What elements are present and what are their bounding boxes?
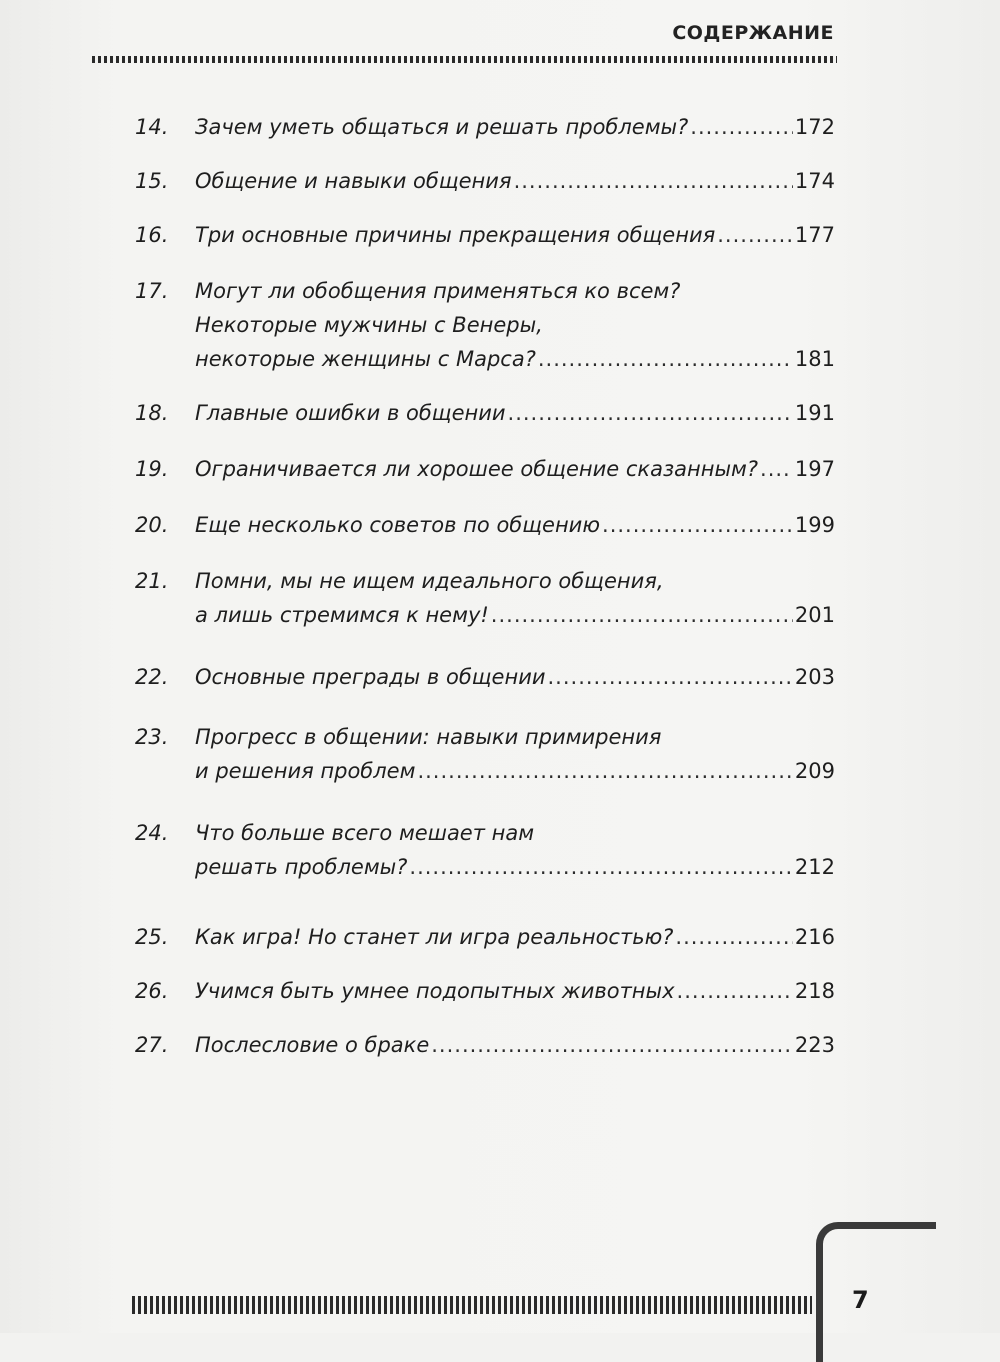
toc-entry-number: 18. bbox=[135, 401, 169, 425]
toc-entry-number: 14. bbox=[135, 115, 169, 139]
toc-entry[interactable] bbox=[135, 508, 835, 542]
dot-leader bbox=[508, 396, 793, 430]
toc-entry-title: Послесловие о браке bbox=[195, 1033, 430, 1057]
header-dotted-rule bbox=[92, 56, 837, 63]
toc-entry-page: 199 bbox=[794, 513, 835, 537]
toc-entry-page: 201 bbox=[794, 603, 835, 627]
toc-entry-page: 209 bbox=[794, 759, 835, 783]
toc-entry[interactable] bbox=[135, 660, 835, 694]
toc-entry-title: Некоторые мужчины с Венеры, bbox=[195, 313, 543, 337]
toc-entry-number: 20. bbox=[135, 513, 169, 537]
toc-entry-number: 15. bbox=[135, 169, 169, 193]
toc-entry-title: некоторые женщины с Марса? bbox=[195, 347, 536, 371]
section-title: СОДЕРЖАНИЕ bbox=[672, 22, 834, 44]
toc-entry[interactable] bbox=[135, 720, 835, 788]
dot-leader bbox=[417, 754, 792, 788]
toc-entry-title: Что больше всего мешает нам bbox=[195, 821, 535, 845]
toc-entry[interactable] bbox=[135, 274, 835, 376]
toc-entry-number: 22. bbox=[135, 665, 169, 689]
toc-entry-number: 16. bbox=[135, 223, 169, 247]
toc-entry-title: Помни, мы не ищем идеального общения, bbox=[195, 569, 664, 593]
toc-entry-page: 197 bbox=[794, 457, 835, 481]
toc-entry-title: Ограничивается ли хорошее общение сказанным? bbox=[195, 457, 759, 481]
toc-entry-title: и решения проблем bbox=[195, 759, 416, 783]
toc-entry-number: 27. bbox=[135, 1033, 169, 1057]
dot-leader bbox=[409, 850, 793, 884]
page-number: 7 bbox=[852, 1286, 869, 1314]
dot-leader bbox=[602, 508, 793, 542]
toc-entry[interactable] bbox=[135, 396, 835, 430]
toc-entry-title: а лишь стремимся к нему! bbox=[195, 603, 489, 627]
dot-leader bbox=[548, 660, 793, 694]
dot-leader bbox=[431, 1028, 793, 1062]
dot-leader bbox=[675, 920, 793, 954]
toc-entry-title: Еще несколько советов по общению bbox=[195, 513, 601, 537]
toc-entry-number: 21. bbox=[135, 569, 169, 593]
toc-entry-title: решать проблемы? bbox=[195, 855, 408, 879]
toc-entry-title: Основные преграды в общении bbox=[195, 665, 546, 689]
toc-entry-title: Зачем уметь общаться и решать проблемы? bbox=[195, 115, 689, 139]
toc-entry[interactable] bbox=[135, 164, 835, 198]
toc-entry-page: 223 bbox=[794, 1033, 835, 1057]
toc-entry-title: Как игра! Но станет ли игра реальностью? bbox=[195, 925, 674, 949]
toc-entry-page: 212 bbox=[794, 855, 835, 879]
toc-entry-page: 203 bbox=[794, 665, 835, 689]
toc-entry-title: Прогресс в общении: навыки примирения bbox=[195, 725, 662, 749]
dot-leader bbox=[491, 598, 793, 632]
toc-entry-title: Учимся быть умнее подопытных животных bbox=[195, 979, 675, 1003]
toc-entry-number: 26. bbox=[135, 979, 169, 1003]
toc-entry[interactable] bbox=[135, 974, 835, 1008]
toc-entry[interactable] bbox=[135, 920, 835, 954]
dot-leader bbox=[717, 218, 793, 252]
dot-leader bbox=[514, 164, 793, 198]
toc-entry[interactable] bbox=[135, 816, 835, 884]
toc-entry[interactable] bbox=[135, 110, 835, 144]
dot-leader bbox=[538, 342, 793, 376]
toc-entry-title: Главные ошибки в общении bbox=[195, 401, 506, 425]
footer-dotted-rule bbox=[132, 1296, 812, 1314]
toc-entry-page: 177 bbox=[794, 223, 835, 247]
toc-entry-number: 19. bbox=[135, 457, 169, 481]
page-number-tab bbox=[816, 1222, 936, 1362]
toc-entry[interactable] bbox=[135, 218, 835, 252]
dot-leader bbox=[690, 110, 793, 144]
toc-entry-page: 172 bbox=[794, 115, 835, 139]
toc-entry-number: 25. bbox=[135, 925, 169, 949]
toc-entry-page: 174 bbox=[794, 169, 835, 193]
toc-entry[interactable] bbox=[135, 452, 835, 486]
toc-entry[interactable] bbox=[135, 564, 835, 632]
toc-entry-page: 181 bbox=[794, 347, 835, 371]
toc-entry-page: 216 bbox=[794, 925, 835, 949]
toc-entry-number: 24. bbox=[135, 821, 169, 845]
toc-entry-title: Три основные причины прекращения общения bbox=[195, 223, 716, 247]
toc-entry-title: Могут ли обобщения применяться ко всем? bbox=[195, 279, 681, 303]
toc-entry-title: Общение и навыки общения bbox=[195, 169, 512, 193]
toc-entry[interactable] bbox=[135, 1028, 835, 1062]
dot-leader bbox=[677, 974, 793, 1008]
toc-entry-page: 218 bbox=[794, 979, 835, 1003]
toc-entry-number: 23. bbox=[135, 725, 169, 749]
toc-entry-page: 191 bbox=[794, 401, 835, 425]
toc-entry-number: 17. bbox=[135, 279, 169, 303]
dot-leader bbox=[760, 452, 793, 486]
